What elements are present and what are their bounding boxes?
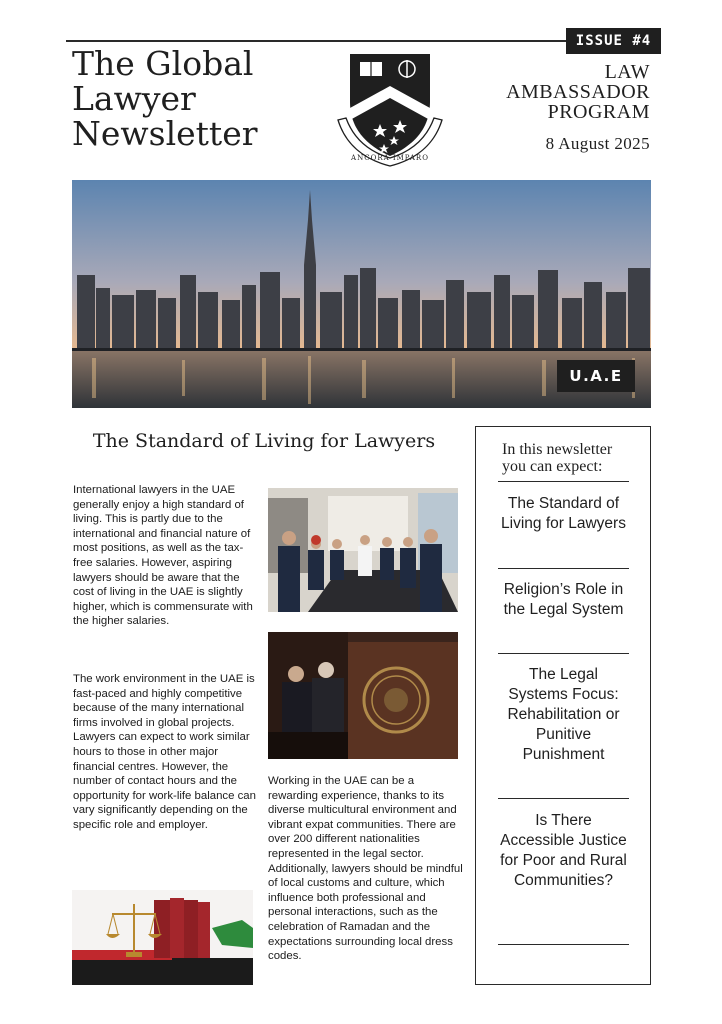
contents-heading bbox=[502, 441, 642, 475]
title-line-1: The Global bbox=[72, 44, 254, 83]
article-title: The Standard of Living for Lawyers bbox=[92, 430, 436, 452]
program-name bbox=[470, 62, 650, 122]
program-line-1: LAW bbox=[604, 61, 650, 83]
contents-divider bbox=[498, 944, 629, 945]
newsletter-title bbox=[72, 46, 332, 151]
contents-item-accessible-justice[interactable]: Is There Accessible Justice for Poor and Rural Communities? bbox=[500, 812, 627, 889]
contents-box bbox=[475, 426, 651, 985]
article-paragraph-2: The work environment in the UAE is fast-paced and highly competitive because of the many international firms involved in global projects. Lawyers can expect to work similar hours to those in other major financial centres. However, the number of contact hours and the opportunity for work-life balance can vary significantly depending on the specific role and employer. bbox=[73, 673, 256, 831]
contents-divider bbox=[498, 568, 629, 569]
country-badge: U.A.E bbox=[557, 360, 635, 392]
issue-badge: ISSUE #4 bbox=[566, 28, 661, 54]
issue-date: 8 August 2025 bbox=[545, 134, 650, 153]
article-paragraph-3: Working in the UAE can be a rewarding experience, thanks to its diverse multicultural environment and vibrant expat communities. There are over 200 different nationalities represented in the legal sector. Additionally, lawyers should be mindful of local customs and culture, which influence both professional and personal interactions, such as the celebration of Ramadan and the expectations surrounding local dress codes. bbox=[268, 775, 463, 963]
crest-motto: ANCORA IMPARO bbox=[351, 154, 429, 162]
header-top-rule bbox=[66, 40, 566, 42]
contents-item-religion-role[interactable]: Religion’s Role in the Legal System bbox=[503, 581, 624, 618]
contents-heading-line-2: you can expect: bbox=[502, 458, 603, 475]
contents-heading-line-1: In this newsletter bbox=[502, 441, 613, 458]
contents-item-legal-systems-focus[interactable]: The Legal Systems Focus: Rehabilitation or Punitive Punishment bbox=[507, 666, 620, 763]
courtroom-seal-photo bbox=[268, 632, 458, 759]
title-line-2: Lawyer bbox=[72, 79, 196, 118]
program-line-2: AMBASSADOR bbox=[506, 81, 650, 103]
contents-item-standard-of-living[interactable]: The Standard of Living for Lawyers bbox=[501, 495, 626, 532]
program-line-3: PROGRAM bbox=[547, 101, 650, 123]
justice-scales-photo bbox=[72, 890, 253, 985]
crest-logo bbox=[336, 50, 444, 168]
article-paragraph-1: International lawyers in the UAE generally enjoy a high standard of living. This is partly due to the international and financial nature of most positions, as well as the tax-free salaries. However, aspiring lawyers should be aware that the cost of living in the UAE is slightly higher, which is commensurate with the higher salaries. bbox=[73, 484, 253, 628]
contents-divider bbox=[498, 653, 629, 654]
contents-divider bbox=[498, 481, 629, 482]
title-line-3: Newsletter bbox=[72, 114, 258, 153]
contents-divider bbox=[498, 798, 629, 799]
meeting-photo bbox=[268, 488, 458, 612]
